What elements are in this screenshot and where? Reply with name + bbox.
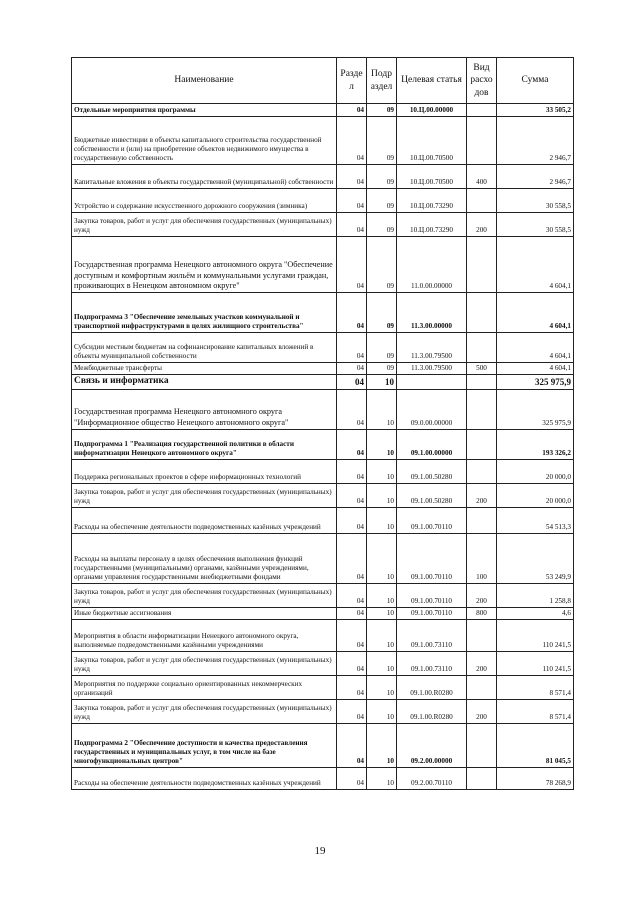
table-row — [72, 507, 574, 533]
cell-name: Мероприятия в области информатизации Ненецкого автономного округа, выполняемые подведомственными казёнными учреждениями — [72, 619, 337, 651]
cell-name: Закупка товаров, работ и услуг для обеспечения государственных (муниципальных) нужд — [72, 583, 337, 607]
cell-section: 04 — [337, 104, 367, 117]
table-row — [72, 389, 574, 429]
cell-target: 09.2.00.00000 — [397, 723, 467, 767]
cell-section: 04 — [337, 723, 367, 767]
header-target: Целевая статья — [397, 58, 467, 104]
table-row — [72, 767, 574, 789]
cell-type: 200 — [467, 583, 497, 607]
cell-subsection: 10 — [367, 507, 397, 533]
table-row — [72, 293, 574, 333]
cell-name: Закупка товаров, работ и услуг для обеспечения государственных (муниципальных) нужд — [72, 213, 337, 237]
cell-name: Мероприятия по поддержке социально ориентированных некоммерческих организаций — [72, 675, 337, 699]
cell-type — [467, 117, 497, 165]
cell-name: Бюджетные инвестиции в объекты капитального строительства государственной собственности и (или) на приобретение объектов недвижимого имущества в государственную собственность — [72, 117, 337, 165]
table-row — [72, 104, 574, 117]
cell-subsection: 10 — [367, 483, 397, 507]
table-row — [72, 333, 574, 363]
header-section: Разде л — [337, 58, 367, 104]
cell-target: 09.1.00.73110 — [397, 619, 467, 651]
cell-section: 04 — [337, 429, 367, 459]
cell-name: Иные бюджетные ассигнования — [72, 607, 337, 619]
cell-target: 09.1.00.70110 — [397, 607, 467, 619]
header-name: Наименование — [72, 58, 337, 104]
cell-target: 11.3.00.79500 — [397, 333, 467, 363]
cell-type: 200 — [467, 699, 497, 723]
cell-subsection: 09 — [367, 237, 397, 293]
cell-target: 11.3.00.00000 — [397, 293, 467, 333]
cell-type — [467, 293, 497, 333]
cell-subsection: 10 — [367, 767, 397, 789]
cell-section: 04 — [337, 767, 367, 789]
header-subsection: Подр аздел — [367, 58, 397, 104]
cell-sum: 30 558,5 — [497, 213, 574, 237]
cell-subsection: 10 — [367, 375, 397, 390]
cell-name: Субсидии местным бюджетам на софинансирование капитальных вложений в объекты муниципальной собственности — [72, 333, 337, 363]
cell-sum: 54 513,3 — [497, 507, 574, 533]
cell-section: 04 — [337, 699, 367, 723]
cell-section: 04 — [337, 333, 367, 363]
cell-name: Государственная программа Ненецкого автономного округа "Обеспечение доступным и комфортным жильём и коммунальными услугами граждан, проживающих в Ненецком автономном округе" — [72, 237, 337, 293]
cell-target — [397, 375, 467, 390]
cell-sum: 8 571,4 — [497, 675, 574, 699]
cell-type — [467, 507, 497, 533]
cell-name: Устройство и содержание искусственного дорожного сооружения (зимника) — [72, 189, 337, 213]
table-row — [72, 165, 574, 189]
table-row — [72, 375, 574, 390]
cell-name: Расходы на выплаты персоналу в целях обеспечения выполнения функций государственными (муниципальными) органами, казёнными учреждениями, органами управления государственными внебюджетными фондами — [72, 533, 337, 583]
table-row — [72, 117, 574, 165]
cell-sum: 110 241,5 — [497, 651, 574, 675]
cell-type: 200 — [467, 213, 497, 237]
cell-name: Закупка товаров, работ и услуг для обеспечения государственных (муниципальных) нужд — [72, 699, 337, 723]
cell-subsection: 10 — [367, 389, 397, 429]
cell-target: 10.Ц.00.70500 — [397, 117, 467, 165]
table-row — [72, 607, 574, 619]
cell-target: 10.Ц.00.73290 — [397, 189, 467, 213]
table-body — [72, 104, 574, 790]
cell-sum: 1 258,8 — [497, 583, 574, 607]
cell-name: Подпрограмма 1 "Реализация государственной политики в области информатизации Ненецкого автономного округа" — [72, 429, 337, 459]
table-row — [72, 189, 574, 213]
cell-subsection: 10 — [367, 583, 397, 607]
cell-target: 09.2.00.70110 — [397, 767, 467, 789]
cell-section: 04 — [337, 237, 367, 293]
cell-sum: 20 000,0 — [497, 459, 574, 483]
table-row — [72, 237, 574, 293]
cell-subsection: 09 — [367, 213, 397, 237]
cell-type: 200 — [467, 483, 497, 507]
cell-sum: 325 975,9 — [497, 375, 574, 390]
cell-sum: 4,6 — [497, 607, 574, 619]
cell-type: 200 — [467, 651, 497, 675]
cell-name: Подпрограмма 3 "Обеспечение земельных участков коммунальной и транспортной инфраструктурами в целях жилищного строительства" — [72, 293, 337, 333]
table-row — [72, 213, 574, 237]
cell-target: 09.1.00.50280 — [397, 483, 467, 507]
cell-subsection: 09 — [367, 165, 397, 189]
cell-type — [467, 237, 497, 293]
cell-sum: 53 249,9 — [497, 533, 574, 583]
cell-subsection: 10 — [367, 651, 397, 675]
cell-type — [467, 619, 497, 651]
cell-section: 04 — [337, 651, 367, 675]
cell-type — [467, 459, 497, 483]
cell-type: 100 — [467, 533, 497, 583]
cell-subsection: 10 — [367, 619, 397, 651]
cell-target: 09.1.00.R0280 — [397, 675, 467, 699]
cell-target: 10.Ц.00.00000 — [397, 104, 467, 117]
cell-type — [467, 189, 497, 213]
budget-table — [71, 57, 574, 790]
cell-type — [467, 429, 497, 459]
header-row — [72, 58, 574, 104]
cell-section: 04 — [337, 165, 367, 189]
table-row — [72, 429, 574, 459]
cell-subsection: 10 — [367, 429, 397, 459]
cell-section: 04 — [337, 675, 367, 699]
table-row — [72, 483, 574, 507]
cell-section: 04 — [337, 213, 367, 237]
cell-target: 10.Ц.00.70500 — [397, 165, 467, 189]
table-row — [72, 723, 574, 767]
cell-section: 04 — [337, 189, 367, 213]
cell-type — [467, 375, 497, 390]
cell-section: 04 — [337, 293, 367, 333]
page-number: 19 — [314, 845, 326, 857]
cell-name: Межбюджетные трансферты — [72, 363, 337, 375]
cell-name: Подпрограмма 2 "Обеспечение доступности и качества предоставления государственных и муниципальных услуг, в том числе на базе многофункциональных центров" — [72, 723, 337, 767]
cell-type: 400 — [467, 165, 497, 189]
cell-section: 04 — [337, 389, 367, 429]
cell-name: Капитальные вложения в объекты государственной (муниципальной) собственности — [72, 165, 337, 189]
table-row — [72, 699, 574, 723]
cell-subsection: 10 — [367, 699, 397, 723]
cell-name: Расходы на обеспечение деятельности подведомственных казённых учреждений — [72, 507, 337, 533]
cell-subsection: 09 — [367, 104, 397, 117]
cell-sum: 2 946,7 — [497, 117, 574, 165]
cell-name: Закупка товаров, работ и услуг для обеспечения государственных (муниципальных) нужд — [72, 483, 337, 507]
header-sum: Сумма — [497, 58, 574, 104]
cell-subsection: 09 — [367, 333, 397, 363]
cell-subsection: 09 — [367, 189, 397, 213]
cell-sum: 4 604,1 — [497, 237, 574, 293]
cell-subsection: 09 — [367, 293, 397, 333]
cell-target: 11.0.00.00000 — [397, 237, 467, 293]
cell-sum: 4 604,1 — [497, 363, 574, 375]
cell-type — [467, 333, 497, 363]
cell-target: 09.1.00.00000 — [397, 429, 467, 459]
cell-section: 04 — [337, 459, 367, 483]
cell-subsection: 10 — [367, 533, 397, 583]
cell-type: 800 — [467, 607, 497, 619]
cell-sum: 78 268,9 — [497, 767, 574, 789]
cell-sum: 81 045,5 — [497, 723, 574, 767]
cell-section: 04 — [337, 507, 367, 533]
table-row — [72, 675, 574, 699]
table-row — [72, 459, 574, 483]
cell-section: 04 — [337, 533, 367, 583]
cell-target: 09.0.00.00000 — [397, 389, 467, 429]
cell-target: 09.1.00.50280 — [397, 459, 467, 483]
cell-section: 04 — [337, 607, 367, 619]
cell-type — [467, 675, 497, 699]
table-row — [72, 363, 574, 375]
cell-subsection: 10 — [367, 459, 397, 483]
cell-target: 09.1.00.73110 — [397, 651, 467, 675]
cell-name: Связь и информатика — [72, 375, 337, 390]
table-row — [72, 619, 574, 651]
cell-type — [467, 389, 497, 429]
cell-name: Закупка товаров, работ и услуг для обеспечения государственных (муниципальных) нужд — [72, 651, 337, 675]
cell-section: 04 — [337, 363, 367, 375]
cell-name: Поддержка региональных проектов в сфере информационных технологий — [72, 459, 337, 483]
cell-section: 04 — [337, 483, 367, 507]
cell-section: 04 — [337, 583, 367, 607]
cell-type: 500 — [467, 363, 497, 375]
cell-name: Отдельные мероприятия программы — [72, 104, 337, 117]
cell-target: 11.3.00.79500 — [397, 363, 467, 375]
cell-sum: 325 975,9 — [497, 389, 574, 429]
header-type: Вид расхо дов — [467, 58, 497, 104]
cell-subsection: 09 — [367, 363, 397, 375]
cell-sum: 2 946,7 — [497, 165, 574, 189]
table-row — [72, 651, 574, 675]
cell-sum: 33 505,2 — [497, 104, 574, 117]
cell-sum: 4 604,1 — [497, 293, 574, 333]
cell-sum: 30 558,5 — [497, 189, 574, 213]
cell-sum: 4 604,1 — [497, 333, 574, 363]
cell-subsection: 09 — [367, 117, 397, 165]
cell-subsection: 10 — [367, 675, 397, 699]
cell-sum: 8 571,4 — [497, 699, 574, 723]
cell-target: 09.1.00.70110 — [397, 507, 467, 533]
cell-section: 04 — [337, 375, 367, 390]
cell-type — [467, 104, 497, 117]
cell-subsection: 10 — [367, 607, 397, 619]
cell-target: 09.1.00.70110 — [397, 583, 467, 607]
cell-type — [467, 767, 497, 789]
table-row — [72, 583, 574, 607]
cell-sum: 193 326,2 — [497, 429, 574, 459]
cell-target: 09.1.00.R0280 — [397, 699, 467, 723]
cell-subsection: 10 — [367, 723, 397, 767]
cell-target: 09.1.00.70110 — [397, 533, 467, 583]
cell-name: Расходы на обеспечение деятельности подведомственных казённых учреждений — [72, 767, 337, 789]
cell-target: 10.Ц.00.73290 — [397, 213, 467, 237]
cell-name: Государственная программа Ненецкого автономного округа "Информационное общество Ненецкого автономного округа" — [72, 389, 337, 429]
cell-section: 04 — [337, 117, 367, 165]
cell-section: 04 — [337, 619, 367, 651]
cell-sum: 110 241,5 — [497, 619, 574, 651]
cell-sum: 20 000,0 — [497, 483, 574, 507]
table-row — [72, 533, 574, 583]
cell-type — [467, 723, 497, 767]
